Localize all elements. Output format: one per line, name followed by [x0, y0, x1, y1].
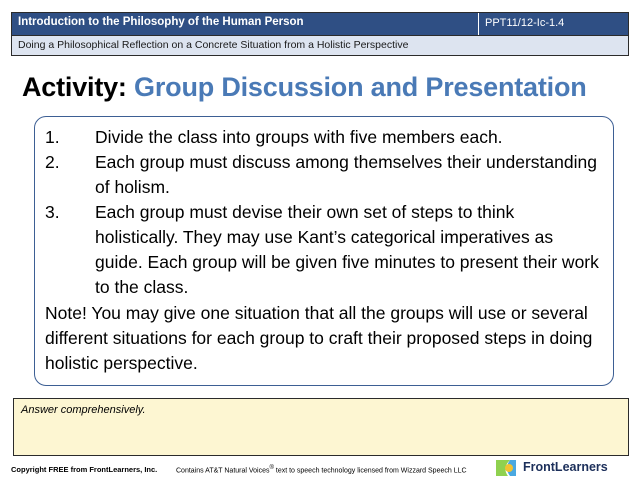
course-title: Introduction to the Philosophy of the Human Person [18, 16, 304, 28]
frontlearners-logo-icon [494, 458, 518, 478]
list-item [45, 200, 601, 300]
list-item [45, 125, 601, 150]
copyright-text: Copyright FREE from FrontLearners, Inc. [11, 465, 158, 474]
attribution-after: text to speech technology licensed from Wizzard Speech LLC [273, 467, 467, 475]
item-number: 1. [45, 127, 60, 147]
registered-mark: ® [269, 465, 274, 471]
item-text: Each group must discuss among themselves their understanding of holism. [95, 152, 597, 197]
item-number: 2. [45, 152, 60, 172]
item-number: 3. [45, 202, 60, 222]
header-banner [11, 12, 629, 56]
item-text: Divide the class into groups with five members each. [95, 127, 503, 147]
frontlearners-logo [494, 458, 634, 478]
list-item [45, 150, 601, 200]
header-subtitle-bar [12, 35, 628, 55]
item-text: Each group must devise their own set of steps to think holistically. They may use Kant’s categorical imperatives as guide. Each group will be given five minutes to present their work to the class. [95, 202, 599, 297]
competency-code: PPT11/12-Ic-1.4 [478, 13, 628, 35]
activity-heading [22, 72, 587, 103]
logo-text: FrontLearners [523, 460, 608, 474]
activity-label: Activity: [22, 72, 127, 102]
header-title-bar [12, 13, 628, 35]
answer-box[interactable] [13, 398, 629, 456]
answer-instruction: Answer comprehensively. [21, 404, 146, 416]
instructions-list [45, 125, 601, 376]
lesson-subtitle: Doing a Philosophical Reflection on a Concrete Situation from a Holistic Perspective [18, 39, 409, 51]
attribution-text [176, 465, 467, 474]
attribution-before: Contains AT&T Natural Voices [176, 467, 270, 475]
instructions-box [34, 116, 614, 386]
activity-title: Group Discussion and Presentation [134, 72, 587, 102]
note-text: Note! You may give one situation that all the groups will use or several different situations for each group to craft their proposed steps in doing holistic perspective. [45, 303, 593, 373]
